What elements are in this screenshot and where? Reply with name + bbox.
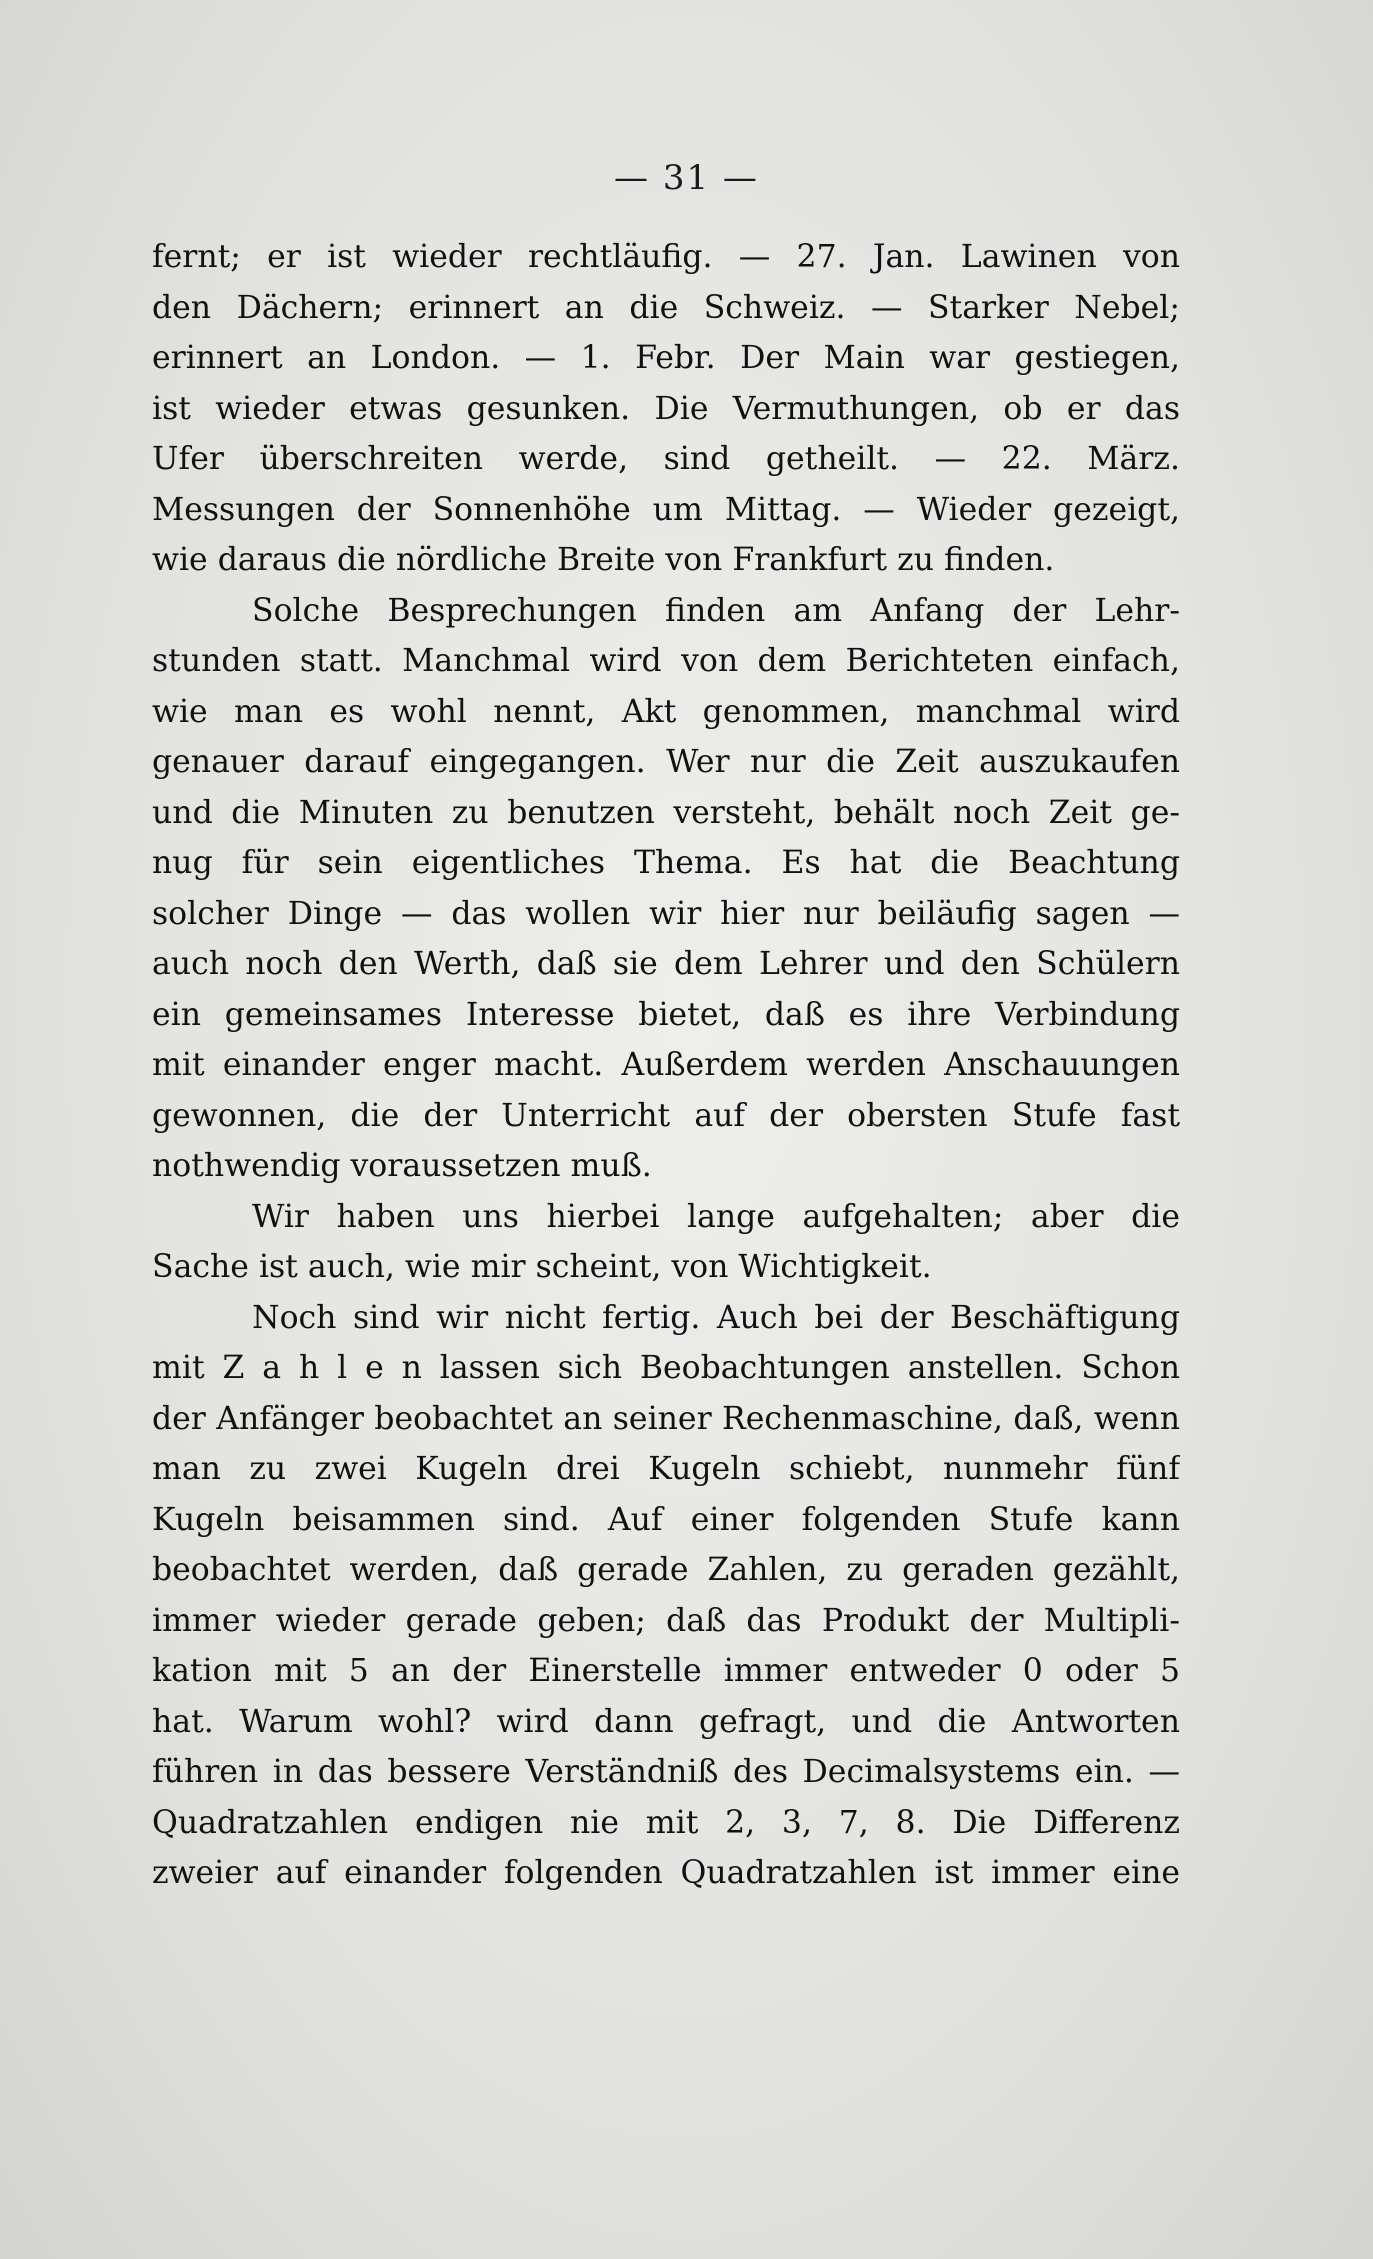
text-line: hat. Warum wohl? wird dann gefragt, und die Antworten [152,1703,1180,1740]
text-line: Ufer überschreiten werde, sind getheilt. — 22. März. [152,441,1180,477]
text-line: mit Z a h l e n lassen sich Beobachtungen anstellen. Schon [152,1350,1180,1386]
text-line: kation mit 5 an der Einerstelle immer entweder 0 oder 5 [152,1653,1180,1689]
text-line: genauer darauf eingegangen. Wer nur die Zeit auszukaufen [152,744,1180,780]
text-line: führen in das bessere Verständniß des Decimalsystems ein. — [152,1754,1180,1790]
body-text [152,232,1180,1899]
text-line: Messungen der Sonnenhöhe um Mittag. — Wieder gezeigt, [152,491,1180,528]
text-line: der Anfänger beobachtet an seiner Rechenmaschine, daß, wenn [152,1400,1180,1437]
text-line: nothwendig voraussetzen muß. [152,1148,652,1184]
text-line: wie man es wohl nennt, Akt genommen, manchmal wird [152,693,1180,730]
text-line: Noch sind wir nicht fertig. Auch bei der Beschäftigung [252,1299,1180,1336]
text-line: stunden statt. Manchmal wird von dem Berichteten einfach, [152,643,1180,679]
text-line: Kugeln beisammen sind. Auf einer folgenden Stufe kann [152,1501,1180,1538]
text-line: zweier auf einander folgenden Quadratzahlen ist immer eine [152,1855,1180,1891]
text-line: solcher Dinge — das wollen wir hier nur beiläufig sagen — [152,895,1180,932]
text-line: mit einander enger macht. Außerdem werden Anschauungen [152,1047,1180,1083]
text-line: Sache ist auch, wie mir scheint, von Wichtigkeit. [152,1249,932,1285]
text-line: nug für sein eigentliches Thema. Es hat die Beachtung [152,845,1180,881]
text-line: man zu zwei Kugeln drei Kugeln schiebt, nunmehr fünf [152,1451,1180,1487]
text-line: ein gemeinsames Interesse bietet, daß es ihre Verbindung [152,996,1180,1033]
text-line: fernt; er ist wieder rechtläufig. — 27. Jan. Lawinen von [152,239,1180,275]
text-line: gewonnen, die der Unterricht auf der obersten Stufe fast [152,1097,1180,1134]
text-line: und die Minuten zu benutzen versteht, behält noch Zeit ge- [152,794,1180,831]
text-line: auch noch den Werth, daß sie dem Lehrer und den Schülern [152,946,1180,982]
text-line: erinnert an London. — 1. Febr. Der Main war gestiegen, [152,340,1180,376]
text-line: beobachtet werden, daß gerade Zahlen, zu geraden gezählt, [152,1552,1180,1588]
text-line: Solche Besprechungen finden am Anfang der Lehr- [252,592,1180,629]
text-line: Quadratzahlen endigen nie mit 2, 3, 7, 8. Die Differenz [152,1804,1180,1841]
text-line: den Dächern; erinnert an die Schweiz. — Starker Nebel; [152,289,1180,326]
text-line: ist wieder etwas gesunken. Die Vermuthungen, ob er das [152,390,1180,427]
page-number: — 31 — [614,158,759,198]
text-line: wie daraus die nördliche Breite von Frankfurt zu finden. [152,542,1055,578]
text-line: Wir haben uns hierbei lange aufgehalten; aber die [252,1198,1180,1235]
text-line: immer wieder gerade geben; daß das Produkt der Multipli- [152,1602,1180,1639]
